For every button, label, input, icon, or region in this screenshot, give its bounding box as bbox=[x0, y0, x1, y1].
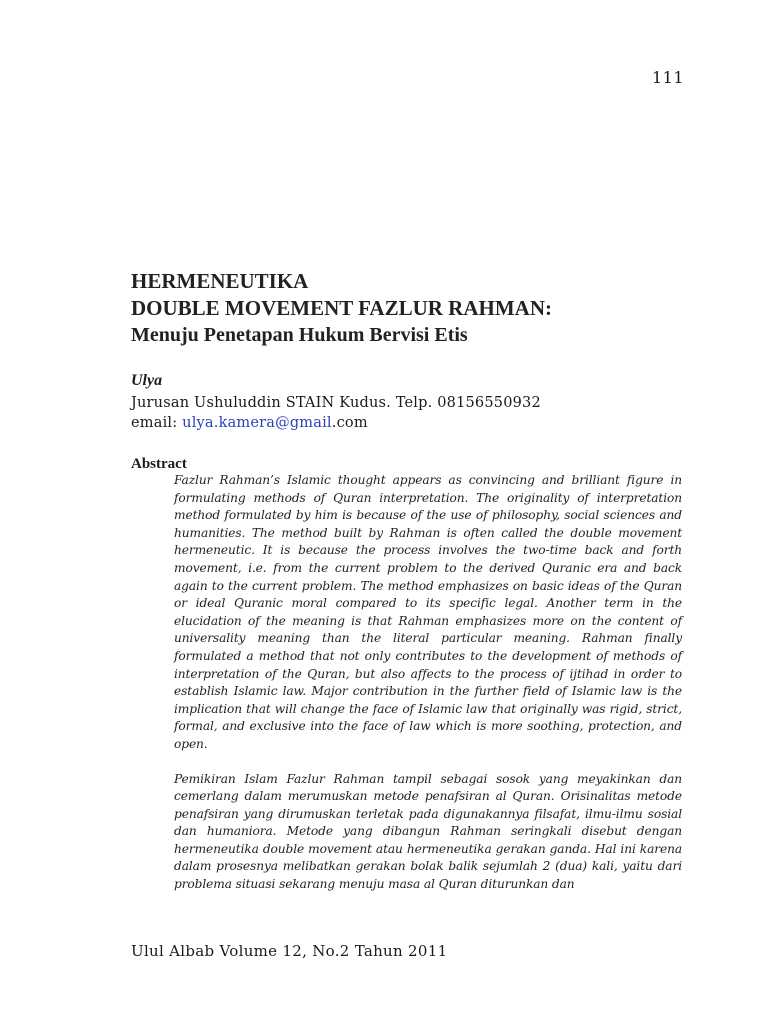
author-affiliation: Jurusan Ushuluddin STAIN Kudus. Telp. 08156550932 bbox=[131, 395, 541, 411]
abstract-paragraph-indonesian: Pemikiran Islam Fazlur Rahman tampil sebagai sosok yang meyakinkan dan cemerlang dalam merumuskan metode penafsiran al Quran. Orisinalitas metode penafsiran yang dirumuskan terletak pada digunakannya filsafat, ilmu-ilmu sosial dan humaniora. Metode yang dibangun Rahman seringkali disebut dengan hermeneutika double movement atau hermeneutika gerakan ganda. Hal ini karena dalam prosesnya melibatkan gerakan bolak balik sejumlah 2 (dua) kali, yaitu dari problema situasi sekarang menuju masa al Quran diturunkan dan bbox=[174, 771, 682, 892]
page-number: 111 bbox=[651, 68, 684, 87]
abstract-paragraph-english: Fazlur Rahman’s Islamic thought appears as convincing and brilliant figure in formulating methods of Quran interpretation. The originality of interpretation method formulated by him is because of the use of philosophy, social sciences and humanities. The method built by Rahman is often called the double movement hermeneutic. It is because the process involves the two-time back and forth movement, i.e. from the current problem to the derived Quranic era and back again to the current problem. The method emphasizes on basic ideas of the Quran or ideal Quranic moral compared to its specific legal. Another term in the elucidation of the meaning is that Rahman emphasizes more on the content of universality meaning than the literal particular meaning. Rahman finally formulated a method that not only contributes to the development of methods of interpretation of the Quran, but also affects to the process of ijtihad in order to establish Islamic law. Major contribution in the further field of Islamic law is the implication that will change the face of Islamic law that originally was rigid, strict, formal, and exclusive into the face of law which is more soothing, protection, and open. bbox=[174, 473, 682, 751]
author-name: Ulya bbox=[131, 372, 163, 389]
author-email bbox=[131, 413, 368, 433]
abstract-body bbox=[174, 472, 682, 894]
article-title bbox=[131, 268, 691, 349]
email-suffix: .com bbox=[331, 415, 368, 431]
title-line-1: HERMENEUTIKA bbox=[131, 269, 309, 293]
abstract-heading: Abstract bbox=[131, 456, 187, 472]
journal-footer: Ulul Albab Volume 12, No.2 Tahun 2011 bbox=[131, 942, 448, 960]
email-link[interactable]: ulya.kamera@gmail bbox=[182, 415, 332, 431]
article-subtitle: Menuju Penetapan Hukum Bervisi Etis bbox=[131, 324, 468, 346]
title-line-2: DOUBLE MOVEMENT FAZLUR RAHMAN: bbox=[131, 296, 552, 320]
email-prefix: email: bbox=[131, 415, 183, 431]
